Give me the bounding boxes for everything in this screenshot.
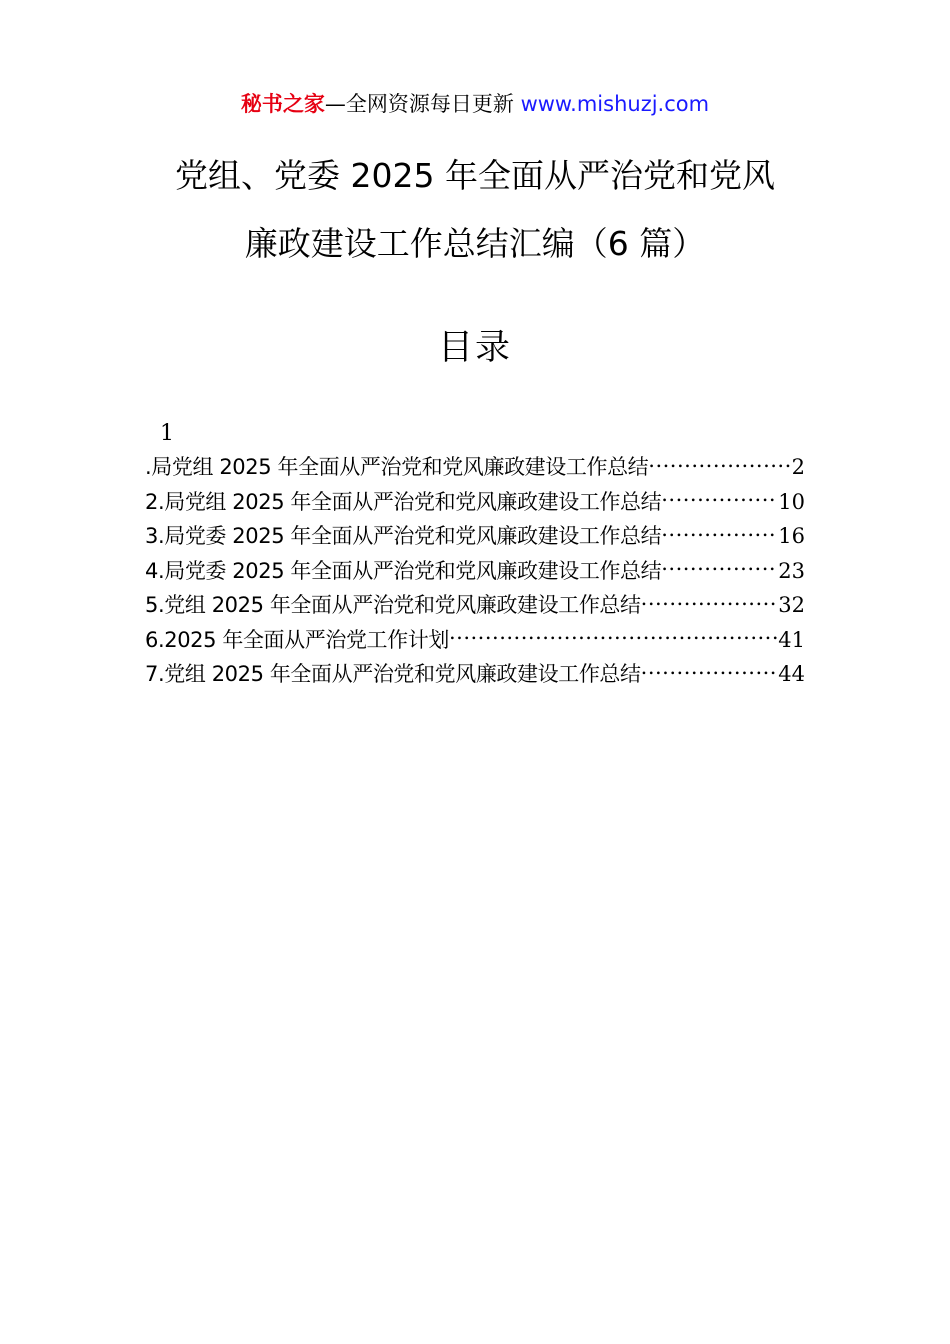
toc-entry-4[interactable] [145,554,805,589]
table-of-contents [145,420,805,692]
toc-entry-page: 44 [778,662,805,686]
toc-dot-leader [449,626,778,647]
toc-entry-page: 41 [778,627,805,652]
toc-entry-6[interactable] [145,623,805,658]
toc-heading: 目录 [437,328,512,368]
document-title-line-2: 廉政建设工作总结汇编（6 篇） [244,224,706,263]
toc-entry-7[interactable] [145,657,805,692]
toc-entry-page: 2 [791,455,805,479]
document-title-line-1: 党组、党委 2025 年全面从严治党和党风 [175,156,775,195]
toc-entry-label: 7.党组 2025 年全面从严治党和党风廉政建设工作总结 [145,662,641,686]
banner-slogan: —全网资源每日更新 [324,92,521,116]
toc-dot-leader [661,522,778,543]
toc-dot-leader [641,591,779,612]
toc-dot-leader [661,557,778,578]
toc-entry-1[interactable] [145,450,805,485]
toc-entry-label: 4.局党委 2025 年全面从严治党和党风廉政建设工作总结 [145,558,662,583]
toc-entry-label: 2.局党组 2025 年全面从严治党和党风廉政建设工作总结 [145,489,662,514]
toc-entry-page: 16 [778,524,805,548]
toc-dot-leader [648,453,791,474]
toc-entry-label: 3.局党委 2025 年全面从严治党和党风廉政建设工作总结 [145,524,662,548]
site-banner [0,86,950,122]
toc-entry-page: 10 [778,489,805,514]
site-url-link[interactable]: www.mishuzj.com [520,92,710,116]
toc-entry-label: .局党组 2025 年全面从严治党和党风廉政建设工作总结 [145,455,649,479]
brand-name: 秘书之家 [240,92,325,116]
toc-dot-leader [661,488,778,509]
toc-entry-2[interactable] [145,485,805,520]
toc-entry-page: 23 [778,558,805,583]
toc-entry-label: 5.党组 2025 年全面从严治党和党风廉政建设工作总结 [145,593,641,617]
toc-dot-leader [641,660,779,681]
toc-entry-5[interactable] [145,588,805,623]
toc-entry-3[interactable] [145,519,805,554]
toc-entry-page: 32 [778,593,805,617]
toc-stray-number: 1 [160,421,174,446]
toc-entry-label: 6.2025 年全面从严治党工作计划 [145,627,449,652]
